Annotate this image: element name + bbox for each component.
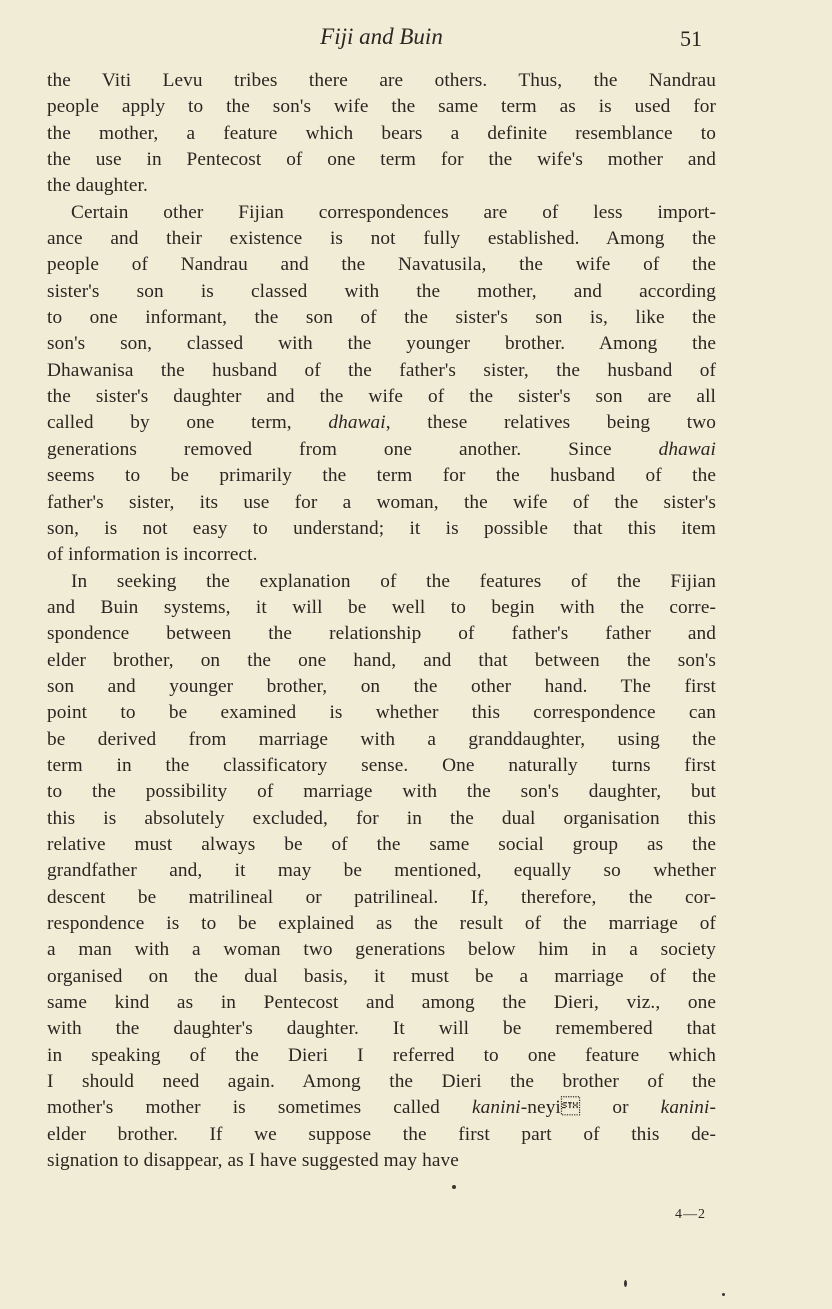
text-line: Certain other Fijian correspondences are of less import- <box>71 201 716 223</box>
body-text <box>47 68 716 1174</box>
text-line: I should need again. Among the Dieri the brother of the <box>47 1071 716 1093</box>
text-line: mother's mother is sometimes called kanini-neyi or kanini- <box>47 1097 716 1119</box>
text-line: in speaking of the Dieri I referred to one feature which <box>47 1044 716 1066</box>
text-line: to one informant, the son of the sister's son is, like the <box>47 307 716 329</box>
text-line: seems to be primarily the term for the husband of the <box>47 465 716 487</box>
italic-term: dhawai <box>658 438 716 460</box>
text-line: the mother, a feature which bears a definite resemblance to <box>47 122 716 144</box>
text-line: the daughter. <box>47 175 148 197</box>
text-line: and Buin systems, it will be well to begin with the corre- <box>47 596 716 618</box>
text-line: the sister's daughter and the wife of the sister's son are all <box>47 386 716 408</box>
text-line: called by one term, dhawai, these relatives being two <box>47 412 716 434</box>
text-line: generations removed from one another. Since dhawai <box>47 438 716 460</box>
text-line: son and younger brother, on the other hand. The first <box>47 675 716 697</box>
text-line: elder brother. If we suppose the first part of this de- <box>47 1123 716 1145</box>
text-line: of information is incorrect. <box>47 544 258 566</box>
text-line: grandfather and, it may be mentioned, equally so whether <box>47 860 716 882</box>
running-title: Fiji and Buin <box>320 24 443 49</box>
text-line: people apply to the son's wife the same term as is used for <box>47 96 716 118</box>
text-line: spondence between the relationship of father's father and <box>47 623 716 645</box>
signature-mark: 4—2 <box>675 1207 706 1222</box>
page-number: 51 <box>680 26 702 51</box>
text-line: son, is not easy to understand; it is possible that this item <box>47 517 716 539</box>
text-line: father's sister, its use for a woman, the wife of the sister's <box>47 491 716 513</box>
text-line: Dhawanisa the husband of the father's sister, the husband of <box>47 359 716 381</box>
italic-term: kanini- <box>471 1097 528 1119</box>
text-line: point to be examined is whether this correspondence can <box>47 702 716 724</box>
text-line: a man with a woman two generations below him in a society <box>47 939 716 961</box>
text-line: same kind as in Pentecost and among the Dieri, viz., one <box>47 992 716 1014</box>
scan-speck <box>624 1280 627 1287</box>
text-line: respondence is to be explained as the result of the marriage of <box>47 913 716 934</box>
text-line: sister's son is classed with the mother, and according <box>47 280 716 302</box>
text-line: organised on the dual basis, it must be a marriage of the <box>47 965 716 987</box>
text-line: this is absolutely excluded, for in the dual organisation this <box>47 807 716 829</box>
running-header <box>47 24 716 54</box>
text-line: people of Nandrau and the Navatusila, the wife of the <box>47 254 716 276</box>
text-line: the use in Pentecost of one term for the wife's mother and <box>47 149 716 171</box>
text-line: to the possibility of marriage with the son's daughter, but <box>47 781 716 803</box>
text-line: descent be matrilineal or patrilineal. If, therefore, the cor- <box>47 886 716 908</box>
text-line: In seeking the explanation of the features of the Fijian <box>71 570 716 592</box>
italic-term: dhawai <box>328 412 386 434</box>
text-line: son's son, classed with the younger brother. Among the <box>47 333 716 355</box>
text-line: relative must always be of the same social group as the <box>47 833 716 855</box>
text-line: with the daughter's daughter. It will be remembered that <box>47 1018 716 1040</box>
text-line: elder brother, on the one hand, and that between the son's <box>47 649 716 671</box>
text-line: be derived from marriage with a granddaughter, using the <box>47 728 716 750</box>
text-line: signation to disappear, as I have suggested may have <box>47 1150 459 1172</box>
text-line: ance and their existence is not fully established. Among the <box>47 228 716 250</box>
italic-term: kanini- <box>660 1097 716 1119</box>
scan-speck <box>722 1293 725 1296</box>
scan-speck <box>452 1185 456 1189</box>
text-line: term in the classificatory sense. One naturally turns first <box>47 754 716 776</box>
text-line: the Viti Levu tribes there are others. Thus, the Nandrau <box>47 70 716 91</box>
